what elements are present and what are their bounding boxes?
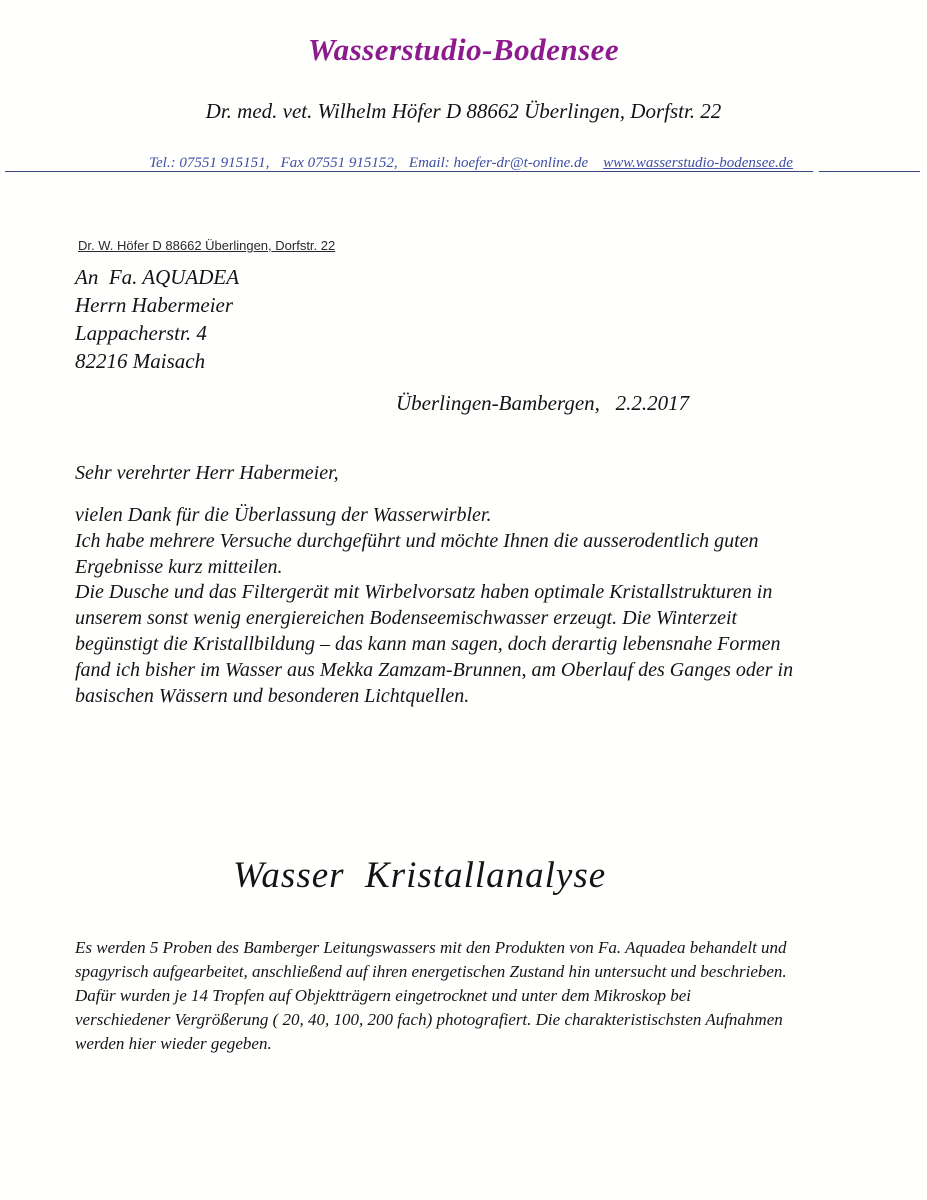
analysis-intro-line: Dafür wurden je 14 Tropfen auf Objektträgern eingetrocknet und unter dem Mikroskop bei <box>75 986 691 1005</box>
website-link[interactable]: www.wasserstudio-bodensee.de <box>603 155 793 171</box>
analysis-intro-line: verschiedener Vergrößerung ( 20, 40, 100, 200 fach) photografiert. Die charakteristischsten Aufnahmen <box>75 1010 783 1029</box>
body-line: basischen Wässern und besonderen Lichtquellen. <box>75 684 470 707</box>
salutation: Sehr verehrter Herr Habermeier, <box>75 462 339 484</box>
contact-tel-fax-email: Tel.: 07551 915151, Fax 07551 915152, Email: hoefer-dr@t-online.de <box>149 155 604 171</box>
body-line: fand ich bisher im Wasser aus Mekka Zamzam-Brunnen, am Oberlauf des Ganges oder in <box>75 658 794 681</box>
body-line: Ergebnisse kurz mitteilen. <box>75 555 283 578</box>
sender-return-address: Dr. W. Höfer D 88662 Überlingen, Dorfstr. 22 <box>78 238 336 253</box>
body-line: Die Dusche und das Filtergerät mit Wirbelvorsatz haben optimale Kristallstrukturen in <box>75 581 773 604</box>
analysis-intro-paragraph <box>75 936 885 1056</box>
recipient-line-company: An Fa. AQUADEA <box>75 265 240 289</box>
body-line: unserem sonst wenig energiereichen Bodenseemischwasser erzeugt. Die Winterzeit <box>75 607 738 630</box>
divider-line-gap <box>813 169 819 175</box>
section-title-wasser-kristallanalyse: Wasser Kristallanalyse <box>233 855 607 896</box>
body-line: begünstigt die Kristallbildung – das kann man sagen, doch derartig lebensnahe Formen <box>75 632 781 655</box>
analysis-intro-line: spagyrisch aufgearbeitet, anschließend auf ihren energetischen Zustand hin untersucht und beschrieben. <box>75 962 787 981</box>
letterhead-divider-rule <box>5 171 920 174</box>
recipient-line-name: Herrn Habermeier <box>75 293 234 317</box>
letterhead-brand-title: Wasserstudio-Bodensee <box>307 32 620 67</box>
recipient-line-city: 82216 Maisach <box>75 349 206 373</box>
divider-line <box>5 171 920 172</box>
recipient-line-street: Lappacherstr. 4 <box>75 321 207 345</box>
letterhead-contact-line <box>0 138 927 189</box>
recipient-address-block <box>75 263 239 375</box>
letterhead-doctor-line: Dr. med. vet. Wilhelm Höfer D 88662 Überlingen, Dorfstr. 22 <box>205 99 722 123</box>
body-line: vielen Dank für die Überlassung der Wasserwirbler. <box>75 504 492 526</box>
analysis-intro-line: Es werden 5 Proben des Bamberger Leitungswassers mit den Produkten von Fa. Aquadea behandelt und <box>75 938 787 957</box>
analysis-intro-line: werden hier wieder gegeben. <box>75 1034 272 1053</box>
letter-body <box>75 503 875 709</box>
body-line: Ich habe mehrere Versuche durchgeführt und möchte Ihnen die ausserodentlich guten <box>75 529 759 552</box>
place-date-line: Überlingen-Bambergen, 2.2.2017 <box>396 391 690 415</box>
